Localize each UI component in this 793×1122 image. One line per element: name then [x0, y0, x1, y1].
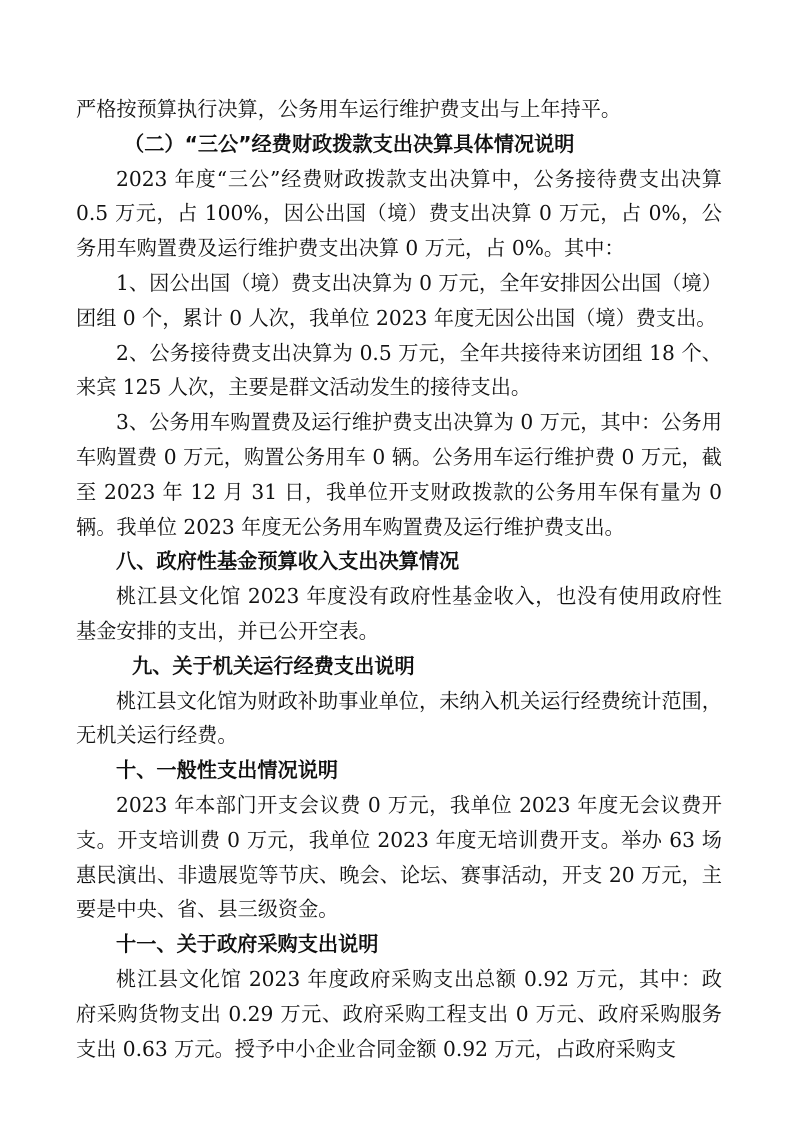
paragraph-general-expenses: 2023 年本部门开支会议费 0 万元，我单位 2023 年度无会议费开支。开支培训费 0 万元，我单位 2023 年度无培训费开支。举办 63 场惠民演出、非遗展览等节庆、晚会、论坛、赛事活动，开支 20 万元，主要是中央、省、县三级资金。 — [76, 792, 722, 922]
heading-section-10: 十、一般性支出情况说明 — [116, 758, 339, 783]
paragraph-government-fund: 桃江县文化馆 2023 年度没有政府性基金收入，也没有使用政府性基金安排的支出，并已公开空表。 — [76, 584, 722, 643]
paragraph-procurement: 桃江县文化馆 2023 年度政府采购支出总额 0.92 万元，其中：政府采购货物支出 0.29 万元、政府采购工程支出 0 万元、政府采购服务支出 0.63 万元。授予中小企业合同金额 0.92 万元，占政府采购支 — [76, 966, 722, 1061]
heading-section-9: 九、关于机关运行经费支出说明 — [132, 653, 415, 678]
paragraph-overseas-travel: 1、因公出国（境）费支出决算为 0 万元，全年安排因公出国（境）团组 0 个，累计 0 人次，我单位 2023 年度无因公出国（境）费支出。 — [76, 270, 722, 330]
paragraph-operating-expenses: 桃江县文化馆为财政补助事业单位，未纳入机关运行经费统计范围，无机关运行经费。 — [76, 688, 722, 748]
document-body — [76, 92, 722, 1066]
paragraph-three-public-summary: 2023 年度“三公”经费财政拨款支出决算中，公务接待费支出决算 0.5 万元，占 100%，因公出国（境）费支出决算 0 万元，占 0%，公务用车购置费及运行维护费支出决算 0 万元，占 0%。其中： — [76, 166, 722, 261]
heading-section-8: 八、政府性基金预算收入支出决算情况 — [116, 549, 460, 574]
paragraph-car-expense-continuation: 严格按预算执行决算，公务用车运行维护费支出与上年持平。 — [76, 97, 622, 121]
paragraph-official-cars: 3、公务用车购置费及运行维护费支出决算为 0 万元，其中：公务用车购置费 0 万元，购置公务用车 0 辆。公务用车运行维护费 0 万元，截至 2023 年 12 月 31 日，我单位开支财政拨款的公务用车保有量为 0 辆。我单位 2023 年度无公务用车购置费及运行维护费支出。 — [76, 410, 722, 539]
heading-three-public-expenses: （二）“三公”经费财政拨款支出决算具体情况说明 — [124, 131, 575, 156]
heading-section-11: 十一、关于政府采购支出说明 — [116, 932, 379, 957]
paragraph-reception: 2、公务接待费支出决算为 0.5 万元，全年共接待来访团组 18 个、来宾 125 人次，主要是群文活动发生的接待支出。 — [76, 340, 722, 400]
